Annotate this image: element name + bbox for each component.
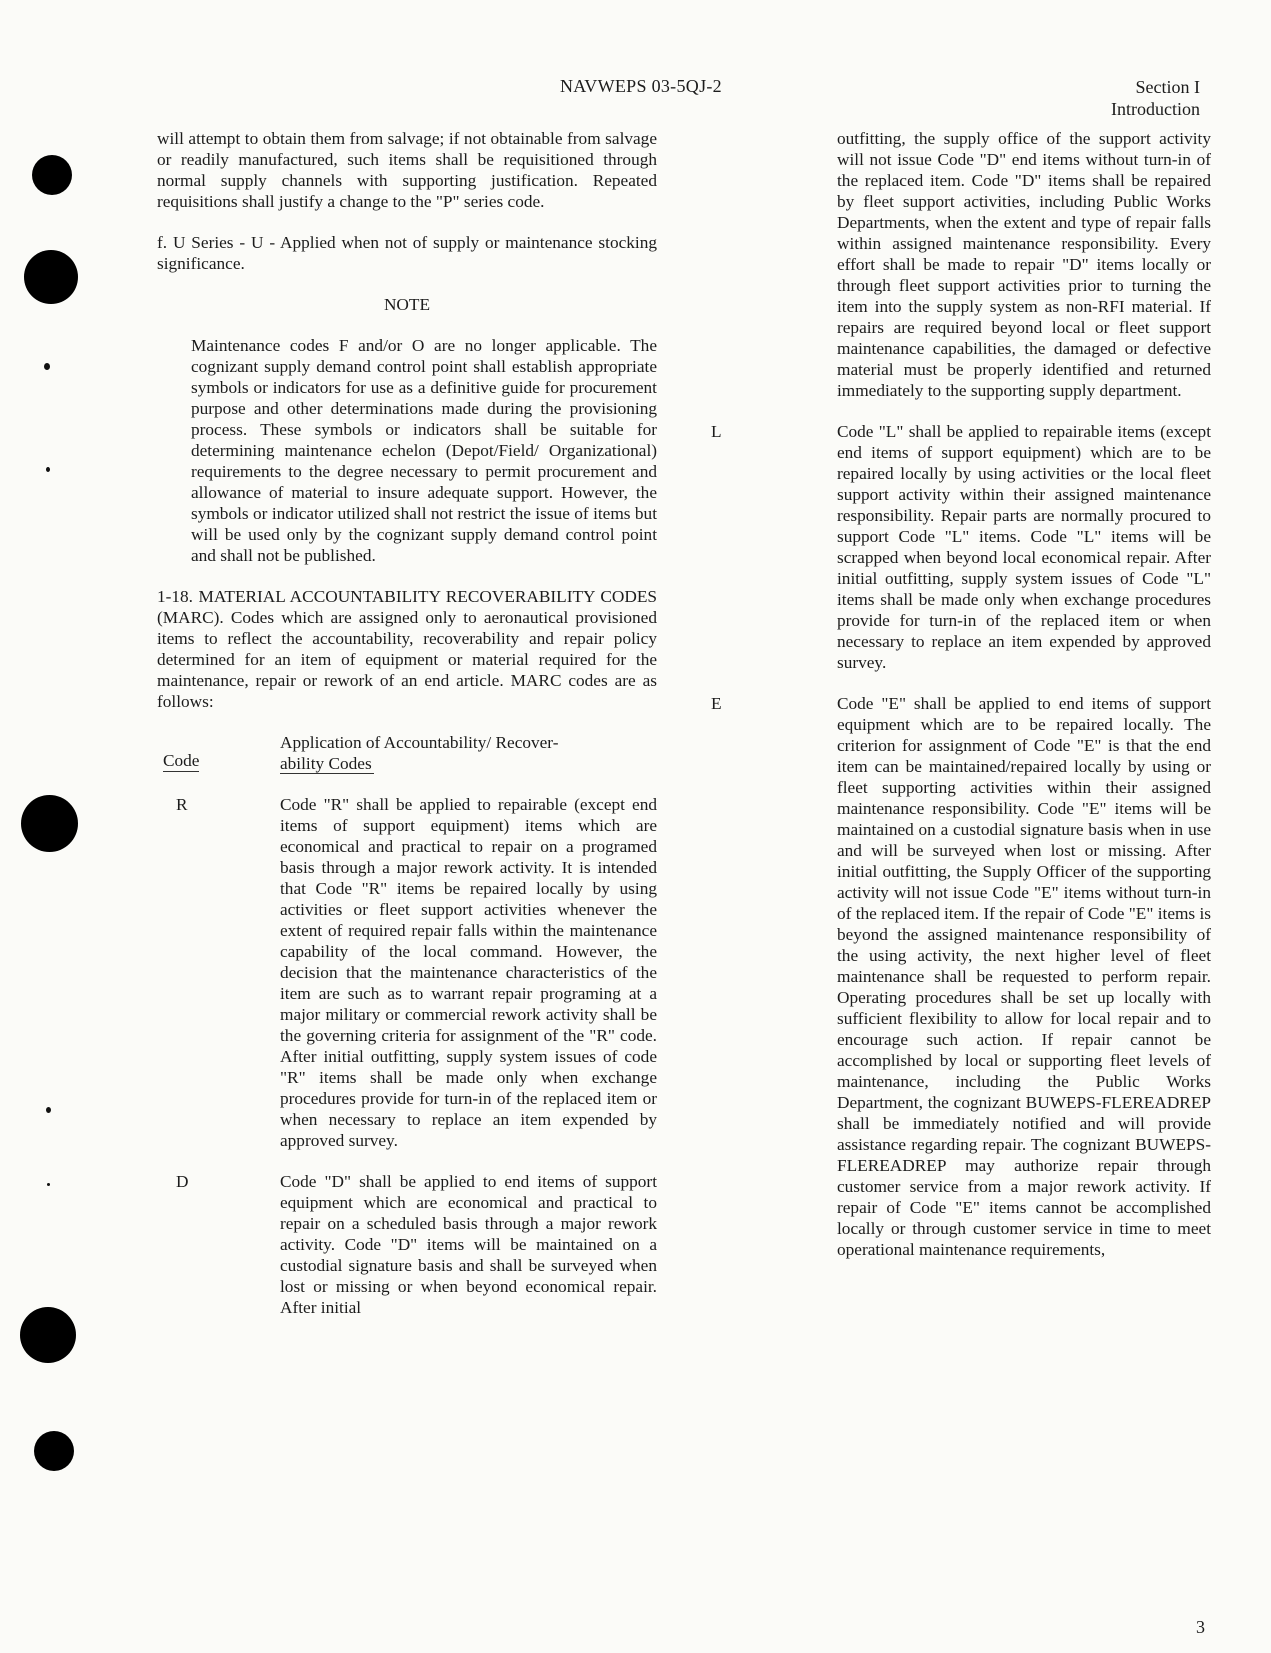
binder-hole <box>24 250 78 304</box>
section-header <box>1020 76 1200 120</box>
salvage-paragraph: will attempt to obtain them from salvage; if not obtainable from salvage or readily manufactured, such items shall be requisitioned through normal supply channels with supporting justification. Repeated requisitions shall justify a change to the "P" series code. <box>157 129 657 211</box>
code-table-header <box>157 732 657 774</box>
speck <box>44 363 50 370</box>
binder-hole <box>32 155 72 195</box>
code-d-letter: D <box>176 1172 189 1191</box>
code-l-text: Code "L" shall be applied to repairable items (except end items of support equipment) which are to be repaired locally by using activities or the local fleet support activity within their assigned maintenance responsibility. Repair parts are normally procured to support Code "L" items. Code "L" items will be scrapped when beyond local economical repair. After initial outfitting, supply system issues of Code "L" items shall be made only when exchange procedures provide for turn-in of the replaced item or when necessary to replace an item expended by approved survey. <box>837 422 1211 672</box>
code-d-continued: outfitting, the supply office of the support activity will not issue Code "D" end items without turn-in of the replaced item. Code "D" items shall be repaired by fleet support activities, including Public Works Departments, when the extent and type of repair falls within assigned maintenance responsibility. Every effort shall be made to repair "D" items locally or through fleet support activities prior to turning the item into the supply system as non-RFI material. If repairs are required beyond local or fleet support maintenance capabilities, the damaged or defective material must be properly identified and returned immediately to the supporting supply department. <box>837 129 1211 400</box>
code-e-text: Code "E" shall be applied to end items of support equipment which are to be repaired locally. The criterion for assignment of Code "E" is that the end item can be maintained/repaired locally by using or fleet supporting activities within their assigned maintenance responsibility. Code "E" items will be maintained on a custodial signature basis when in use and will be surveyed when lost or missing. After initial outfitting, the Supply Officer of the supporting activity will not issue Code "E" items without turn-in of the replaced item. If the repair of Code "E" items is beyond the assigned maintenance responsibility of the using activity, the next higher level of fleet maintenance shall be requested to perform repair. Operating procedures shall be set up locally with sufficient flexibility to allow for local repair and to encourage such action. If repair cannot be accomplished by local or supporting fleet levels of maintenance, including the Public Works Department, the cognizant BUWEPS-FLEREADREP shall be immediately notified and will provide assistance regarding repair. The cognizant BUWEPS-FLEREADREP may authorize repair through customer service from a major rework activity. If repair of Code "E" items cannot be accomplished locally or through customer service in time to meet operational maintenance requirements, <box>837 694 1212 1259</box>
code-l-letter: L <box>711 422 722 441</box>
code-d-row <box>157 1171 657 1318</box>
code-e-row <box>711 693 1212 1260</box>
section-1-18-paragraph: 1-18. MATERIAL ACCOUNTABILITY RECOVERABILITY CODES (MARC). Codes which are assigned only to aeronautical provisioned items to reflect the accountability, recoverability and repair policy determined for an item of equipment or material required for the maintenance, repair or rework of an end article. MARC codes are as follows: <box>157 587 657 711</box>
code-r-letter: R <box>176 795 188 814</box>
note-body: Maintenance codes F and/or O are no longer applicable. The cognizant supply demand control point shall establish appropriate symbols or indicators for use as a definitive guide for procurement purpose and other determinations made during the provisioning process. These symbols or indicators shall be suitable for determining maintenance echelon (Depot/Field/ Organizational) requirements to the degree necessary to permit procurement and allowance of material to insure adequate support. However, the symbols or indicator utilized shall not restrict the issue of items but will be used only by the cognizant supply demand control point and shall not be published. <box>191 336 657 565</box>
application-column-header <box>280 732 640 774</box>
code-r-text: Code "R" shall be applied to repairable (except end items of support equipment) items which are economical and practical to repair on a programed basis through a major rework activity. It is intended that Code "R" items be repaired locally by using activities or fleet support activities whenever the extent of required repair falls within the maintenance capability of the local command. However, the decision that the maintenance characteristics of the item are such as to warrant repair programing at a major military or commercial rework activity shall be the governing criteria for assignment of the "R" code. After initial outfitting, supply system issues of code "R" items shall be made only when exchange procedures provide for turn-in of the replaced item or when necessary to replace an item expended by approved survey. <box>280 795 657 1150</box>
code-r-row <box>157 794 657 1151</box>
speck <box>46 467 50 472</box>
binder-hole <box>20 1307 76 1363</box>
binder-hole <box>21 795 78 852</box>
document-number: NAVWEPS 03-5QJ-2 <box>560 76 722 96</box>
code-e-letter: E <box>711 694 722 713</box>
code-l-row <box>711 421 1211 673</box>
speck <box>47 1183 50 1186</box>
section-label: Section I <box>1135 77 1200 97</box>
item-f-paragraph: f. U Series - U - Applied when not of supply or maintenance stocking significance. <box>157 233 657 273</box>
application-header-line2: ability Codes <box>280 754 372 773</box>
code-d-text: Code "D" shall be applied to end items of support equipment which are economical and practical to repair on a scheduled basis through a major rework activity. Code "D" items will be maintained on a custodial signature basis and shall be surveyed when lost or missing or when beyond economical repair. After initial <box>280 1172 657 1317</box>
note-title: NOTE <box>383 295 431 314</box>
section-title: Introduction <box>1111 99 1200 119</box>
binder-hole <box>34 1431 74 1471</box>
code-column-header: Code <box>163 751 200 770</box>
speck <box>46 1107 51 1113</box>
application-header-line1: Application of Accountability/ Recover- <box>280 733 559 752</box>
right-column <box>711 128 1212 1260</box>
left-column <box>157 128 657 1318</box>
page-number: 3 <box>1196 1617 1205 1637</box>
